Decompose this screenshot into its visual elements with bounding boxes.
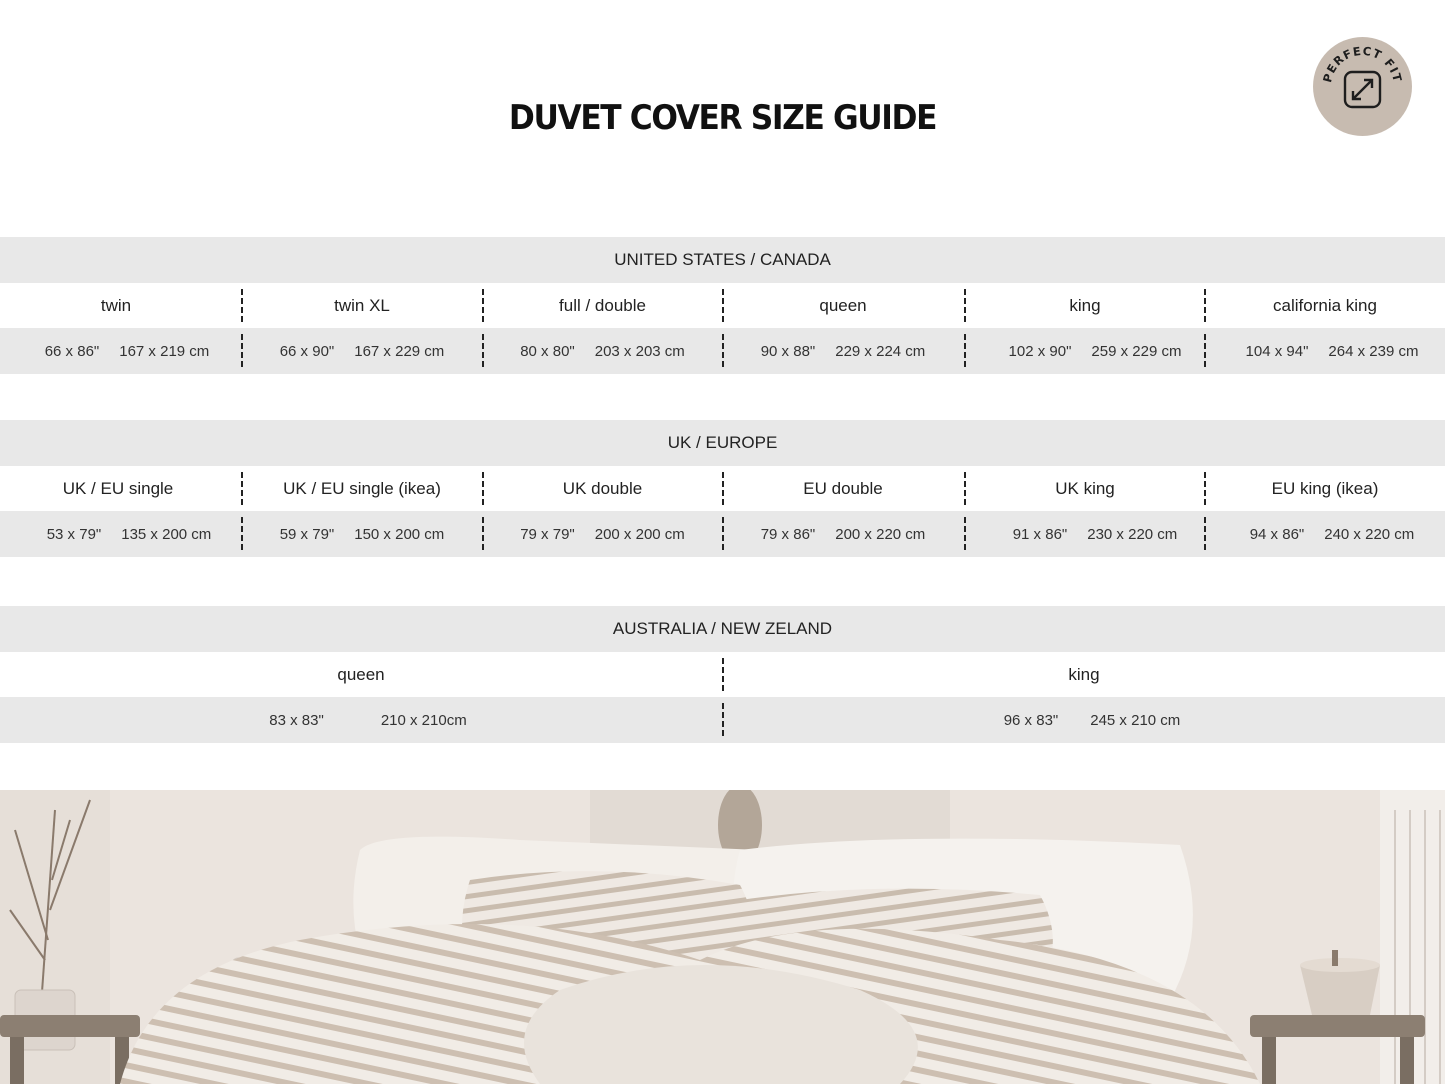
dimension-inches: 91 x 86" xyxy=(1012,525,1068,543)
dimensions-row xyxy=(0,328,1445,374)
size-name: twin xyxy=(100,295,132,315)
dimensions-row xyxy=(0,511,1445,557)
column-divider xyxy=(964,517,966,550)
region-header xyxy=(0,606,1445,652)
resize-arrows-icon xyxy=(1345,72,1380,107)
dimension-inches: 79 x 79" xyxy=(520,525,575,543)
size-name: UK / EU single xyxy=(62,478,174,498)
size-name: queen xyxy=(337,664,385,684)
dimension-inches: 59 x 79" xyxy=(279,525,335,543)
dimension-cm: 200 x 200 cm xyxy=(594,525,685,543)
dimension-cm: 240 x 220 cm xyxy=(1324,525,1415,543)
dimension-cm: 167 x 219 cm xyxy=(119,342,210,360)
dimension-cm: 210 x 210cm xyxy=(380,711,467,729)
section-uk-europe xyxy=(0,420,1445,557)
dimension-inches: 90 x 88" xyxy=(760,342,816,360)
size-names-row xyxy=(0,283,1445,328)
column-divider xyxy=(964,334,966,367)
column-divider xyxy=(722,703,724,736)
region-header xyxy=(0,420,1445,466)
dimension-inches: 79 x 86" xyxy=(760,525,816,543)
column-divider xyxy=(241,289,243,322)
column-divider xyxy=(1204,517,1206,550)
section-us-canada xyxy=(0,237,1445,374)
dimension-cm: 200 x 220 cm xyxy=(835,525,926,543)
region-header xyxy=(0,237,1445,283)
region-title: AUSTRALIA / NEW ZELAND xyxy=(612,619,833,638)
size-name: EU king (ikea) xyxy=(1271,478,1379,498)
size-name: queen xyxy=(819,295,867,315)
dimension-inches: 66 x 86" xyxy=(44,342,100,360)
dimension-inches: 80 x 80" xyxy=(520,342,575,360)
bedroom-photo xyxy=(0,790,1445,1084)
dimension-cm: 259 x 229 cm xyxy=(1091,342,1182,360)
dimension-cm: 203 x 203 cm xyxy=(594,342,685,360)
dimension-cm: 150 x 200 cm xyxy=(354,525,445,543)
size-names-row xyxy=(0,466,1445,511)
dimension-inches: 94 x 86" xyxy=(1249,525,1305,543)
column-divider xyxy=(482,517,484,550)
region-title: UK / EUROPE xyxy=(667,433,778,452)
dimension-cm: 230 x 220 cm xyxy=(1087,525,1178,543)
column-divider xyxy=(482,289,484,322)
column-divider xyxy=(722,472,724,505)
size-name: king xyxy=(1069,295,1101,315)
column-divider xyxy=(482,472,484,505)
column-divider xyxy=(964,289,966,322)
column-divider xyxy=(482,334,484,367)
column-divider xyxy=(1204,334,1206,367)
size-name: UK king xyxy=(1055,478,1115,498)
size-name: king xyxy=(1068,664,1100,684)
column-divider xyxy=(1204,472,1206,505)
column-divider xyxy=(964,472,966,505)
column-divider xyxy=(722,658,724,691)
dimension-inches: 96 x 83" xyxy=(1003,711,1059,729)
dimension-inches: 104 x 94" xyxy=(1245,342,1309,360)
column-divider xyxy=(241,517,243,550)
badge-text: PERFECT FIT xyxy=(1320,43,1405,84)
section-australia-new-zealand xyxy=(0,606,1445,743)
dimensions-row xyxy=(0,697,1445,743)
dimension-inches: 83 x 83" xyxy=(269,711,324,729)
page-title: DUVET COVER SIZE GUIDE xyxy=(508,98,937,138)
column-divider xyxy=(241,472,243,505)
size-names-row xyxy=(0,652,1445,697)
perfect-fit-badge xyxy=(1313,37,1412,136)
column-divider xyxy=(722,334,724,367)
size-name: UK double xyxy=(562,478,643,498)
size-name: UK / EU single (ikea) xyxy=(283,478,441,498)
dimension-cm: 245 x 210 cm xyxy=(1090,711,1181,729)
region-title: UNITED STATES / CANADA xyxy=(614,250,831,269)
dimension-cm: 229 x 224 cm xyxy=(835,342,926,360)
column-divider xyxy=(241,334,243,367)
svg-text:PERFECT FIT xyxy=(1320,44,1405,84)
size-name: california king xyxy=(1273,295,1377,315)
dimension-cm: 135 x 200 cm xyxy=(121,525,212,543)
column-divider xyxy=(722,289,724,322)
size-name: EU double xyxy=(803,478,883,498)
dimension-inches: 53 x 79" xyxy=(46,525,102,543)
dimension-cm: 167 x 229 cm xyxy=(354,342,445,360)
column-divider xyxy=(722,517,724,550)
dimension-inches: 66 x 90" xyxy=(279,342,335,360)
column-divider xyxy=(1204,289,1206,322)
dimension-inches: 102 x 90" xyxy=(1008,342,1072,360)
dimension-cm: 264 x 239 cm xyxy=(1328,342,1419,360)
size-name: full / double xyxy=(559,295,646,315)
size-name: twin XL xyxy=(334,295,390,315)
